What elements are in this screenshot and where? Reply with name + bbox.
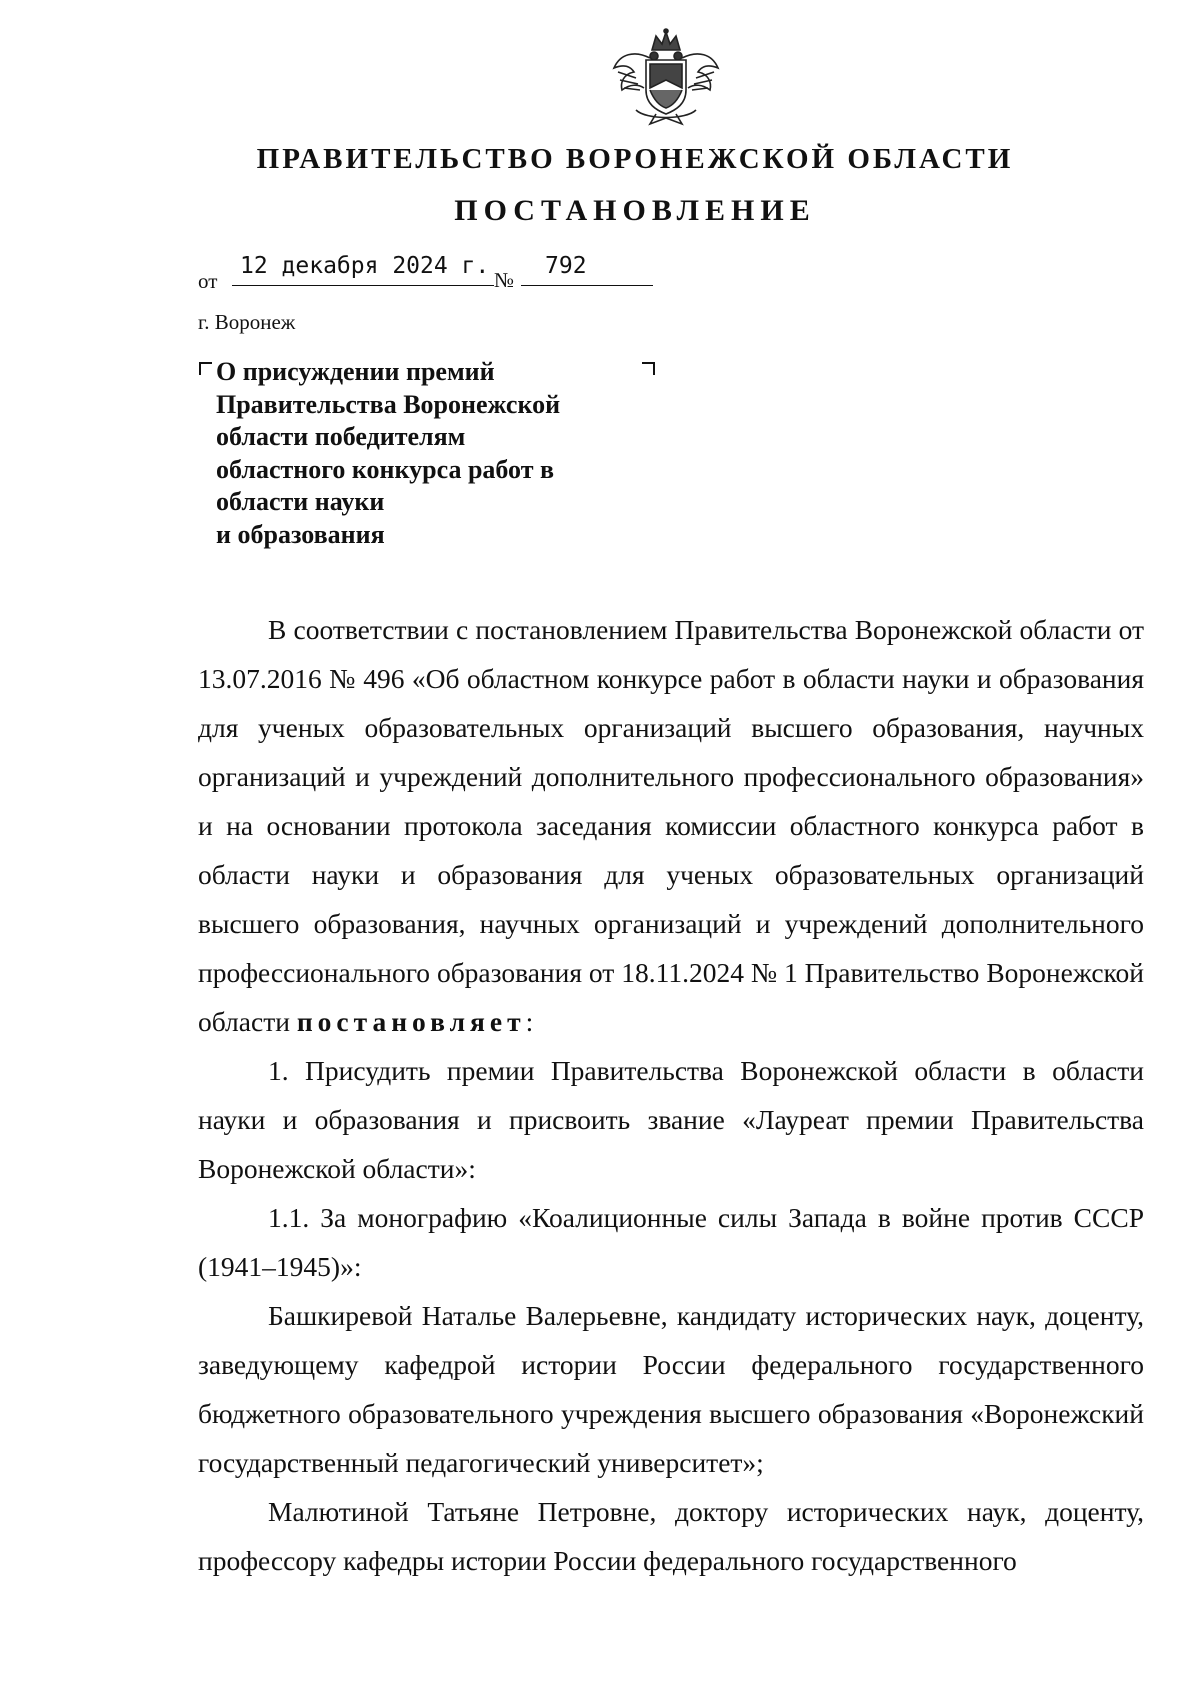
document-type: ПОСТАНОВЛЕНИЕ bbox=[454, 194, 816, 227]
subject-line: области науки bbox=[216, 487, 385, 516]
subject-line: и образования bbox=[216, 519, 385, 549]
date-number-line bbox=[198, 253, 668, 293]
subject-line: области победителям bbox=[216, 422, 466, 451]
document-subject bbox=[216, 356, 636, 551]
laureate-2-paragraph: Малютиной Татьяне Петровне, доктору исторических наук, доценту, профессору кафедры истории России федерального государственного bbox=[198, 1496, 1144, 1576]
from-label: от bbox=[198, 269, 218, 293]
subject-bracket-left bbox=[199, 362, 212, 375]
subject-line: областного конкурса работ в bbox=[216, 454, 555, 484]
item-1-1-paragraph: 1.1. За монографию «Коалиционные силы Запада в войне против СССР (1941–1945)»: bbox=[198, 1202, 1144, 1282]
preamble-paragraph bbox=[198, 605, 1144, 1046]
document-date: 12 декабря 2024 г. bbox=[240, 253, 490, 279]
number-label: № bbox=[494, 268, 515, 292]
number-field bbox=[521, 253, 653, 286]
document-body bbox=[198, 605, 1144, 1585]
voronezh-coat-of-arms-icon bbox=[610, 28, 722, 128]
subject-bracket-right bbox=[642, 362, 655, 375]
decree-word: постановляет bbox=[296, 1006, 526, 1037]
government-title: ПРАВИТЕЛЬСТВО ВОРОНЕЖСКОЙ ОБЛАСТИ bbox=[256, 143, 1014, 175]
date-field bbox=[232, 253, 494, 286]
item-1-paragraph: 1. Присудить премии Правительства Воронежской области в области науки и образования и присвоить звание «Лауреат премии Правительства Воронежской области»: bbox=[198, 1055, 1144, 1184]
subject-line: Правительства Воронежской bbox=[216, 389, 561, 419]
subject-line: О присуждении премий bbox=[216, 357, 495, 386]
laureate-1-paragraph: Башкиревой Наталье Валерьевне, кандидату исторических наук, доценту, заведующему кафедрой истории России федерального государственного бюджетного образовательного учреждения высшего образования «Воронежский государственный педагогический университет»; bbox=[198, 1300, 1144, 1478]
city-label: г. Воронеж bbox=[198, 310, 296, 334]
document-number: 792 bbox=[545, 253, 587, 279]
preamble-text: В соответствии с постановлением Правительства Воронежской области от 13.07.2016 № 496 «Об областном конкурсе работ в области науки и образования для ученых образовательных организаций высшего образования, научных организаций и учреждений дополнительного профессионального образования» и на основании протокола заседания комиссии областного конкурса работ в области науки и образования для ученых образовательных организаций высшего образования, научных организаций и учреждений дополнительного профессионального образования от 18.11.2024 № 1 Правительство Воронежской области bbox=[198, 614, 1144, 1037]
decree-colon: : bbox=[525, 1006, 534, 1037]
